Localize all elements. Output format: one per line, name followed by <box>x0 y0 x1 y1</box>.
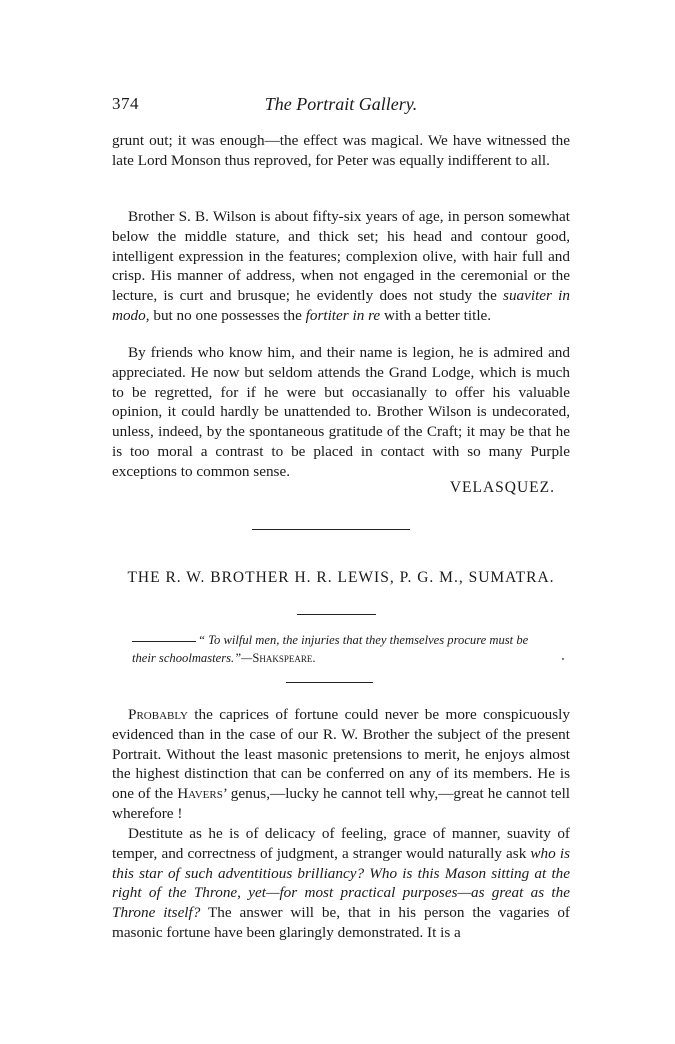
epigraph-rule <box>286 682 373 683</box>
title-rule <box>297 614 376 615</box>
author-signature: VELASQUEZ. <box>449 479 555 496</box>
destitute-question: who is this star of such adventitious brilliancy? Who is this Mason sitting at the right of the Throne, yet—for most practical purposes—as great as the Throne itself? <box>112 844 570 922</box>
epigraph-quote: “ To wilful men, the injuries that they themselves procure must be their schoolmasters.”— <box>132 633 529 665</box>
havers-word: Havers <box>177 785 223 803</box>
phrase-suaviter: suaviter in modo, <box>112 287 570 324</box>
probably-text-1: the caprices of fortune could never be more conspicuously evidenced than in the case of our R. W. Brother the subject of the present Portrait. Without the least masonic pretensions to merit, he enjoys almost the highest distinction that can be conferred on any of its members. He is one of the <box>112 706 570 803</box>
section-divider <box>252 529 410 530</box>
wilson-text <box>112 207 570 326</box>
wilson-paragraph <box>112 207 570 326</box>
destitute-text-2: The answer will be, that in his person the vagaries of masonic fortune have been glaringly demonstrated. It is a <box>112 904 570 941</box>
continuation-text: grunt out; it was enough—the effect was magical. We have witnessed the late Lord Monson thus reproved, for Peter was equally indifferent to all. <box>112 132 570 169</box>
epigraph-dash <box>132 641 196 642</box>
wilson-text-2: but no one possesses the <box>149 306 306 324</box>
destitute-text <box>112 824 570 943</box>
destitute-text-1: Destitute as he is of delicacy of feeling, grace of manner, suavity of temper, and correctness of judgment, a stranger would naturally ask <box>112 825 570 862</box>
phrase-fortiter: fortiter in re <box>305 306 381 324</box>
probably-text <box>112 705 570 824</box>
wilson-text-1: Brother S. B. Wilson is about fifty-six years of age, in person somewhat below the middle stature, and thick set; his head and contour good, intelligent expression in the features; complexion olive, with hair full and crisp. His manner of address, when not engaged in the ceremonial or the lecture, is curt and brusque; he evidently does not study the <box>112 208 570 305</box>
epigraph-author: Shakspeare. <box>252 651 316 665</box>
running-head: The Portrait Gallery. <box>264 94 418 114</box>
article-title: THE R. W. BROTHER H. R. LEWIS, P. G. M., SUMATRA. <box>127 569 555 586</box>
friends-paragraph <box>112 343 570 482</box>
page-header <box>112 94 570 120</box>
lead-word: Probably <box>128 706 188 723</box>
friends-text: By friends who know him, and their name is legion, he is admired and appreciated. He now but seldom attends the Grand Lodge, which is much to be regretted, for if he were but occasianally to offer his valuable opinion, it could hardly be unattended to. Brother Wilson is undecorated, unless, indeed, by the spontaneous gratitude of the Craft; it may be that he is too moral a contrast to be placed in contact with so many Purple exceptions to common sense. <box>112 344 570 480</box>
probably-text-2: ’ genus,—lucky he cannot tell why,—great he cannot tell wherefore ! <box>112 785 571 822</box>
continuation-paragraph <box>112 131 570 171</box>
epigraph <box>132 631 542 667</box>
destitute-paragraph <box>112 824 570 943</box>
probably-paragraph <box>112 705 570 824</box>
epigraph-text <box>132 631 542 667</box>
page-number: 374 <box>112 94 139 113</box>
print-speck <box>562 658 564 660</box>
wilson-text-3: with a better title. <box>380 306 492 324</box>
